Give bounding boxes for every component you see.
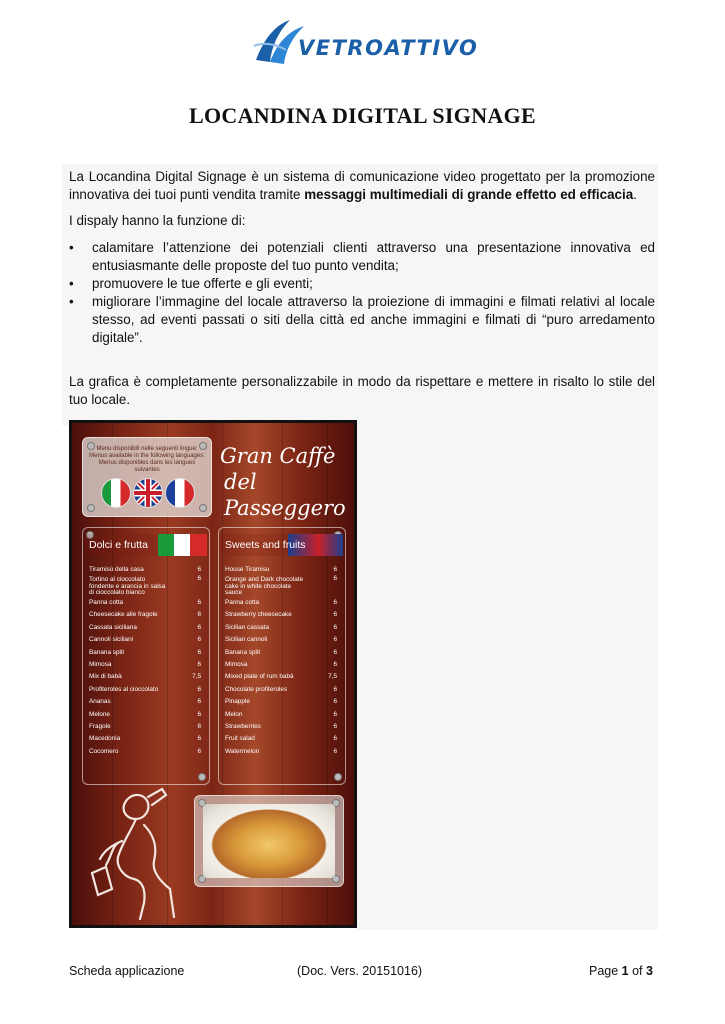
menu-item-name: Mimosa bbox=[89, 661, 112, 669]
menu-item-name: Fragole bbox=[89, 723, 111, 731]
menu-item-name: Watermelon bbox=[225, 747, 260, 755]
menu-item bbox=[225, 709, 341, 721]
page-prefix: Page bbox=[589, 964, 622, 978]
menu-item-list bbox=[89, 564, 205, 758]
menu-item-name: Cassata siciliana bbox=[89, 623, 137, 631]
page-title: LOCANDINA DIGITAL SIGNAGE bbox=[189, 103, 536, 128]
menu-item bbox=[225, 576, 341, 597]
menu-item bbox=[225, 671, 341, 683]
menu-item bbox=[225, 696, 341, 708]
menu-item bbox=[89, 622, 205, 634]
menu-item-price: 6 bbox=[197, 648, 201, 656]
pasta-dish-photo bbox=[203, 804, 335, 878]
menu-item-price: 6 bbox=[197, 735, 201, 743]
menu-item-name: Sicilian cassata bbox=[225, 623, 270, 631]
menu-item bbox=[89, 709, 205, 721]
menu-item-price: 6 bbox=[197, 685, 201, 693]
menu-item-name: Cannoli siciliani bbox=[89, 636, 134, 644]
menu-item-name: Pinapple bbox=[225, 698, 250, 706]
menu-item bbox=[89, 597, 205, 609]
menu-item-name: Strawberries bbox=[225, 723, 261, 731]
menu-item-price: 6 bbox=[197, 661, 201, 669]
menu-item-name: Tortino al cioccolato fondente e arancia in salsa di cioccolato bianco bbox=[89, 576, 166, 596]
graphics-note: La grafica è completamente personalizzabile in modo da rispettare e mettere in risalto lo stile del tuo locale. bbox=[69, 374, 655, 407]
menu-item bbox=[89, 684, 205, 696]
menu-item-name: Strawberry cheesecake bbox=[225, 611, 292, 619]
menu-item-price: 6 bbox=[333, 611, 337, 619]
footer-page-number bbox=[589, 964, 653, 978]
menu-item-price: 6 bbox=[333, 698, 337, 706]
menu-item bbox=[225, 746, 341, 758]
menu-item-name: Mix di babà bbox=[89, 673, 122, 681]
language-notice-line: Menus available in the following languages: bbox=[89, 453, 205, 459]
menu-item-price: 6 bbox=[197, 599, 201, 607]
menu-item-price: 6 bbox=[197, 611, 201, 619]
menu-item-price: 6 bbox=[197, 710, 201, 718]
menu-item-name: House Tiramisu bbox=[225, 566, 270, 573]
menu-item-price: 6 bbox=[197, 566, 201, 573]
menu-panel-italian bbox=[82, 527, 210, 785]
company-logo bbox=[250, 16, 479, 68]
menu-item-list bbox=[225, 564, 341, 758]
menu-item bbox=[89, 696, 205, 708]
menu-item-price: 6 bbox=[333, 566, 337, 573]
page-total: 3 bbox=[646, 964, 653, 978]
background-band-right bbox=[357, 426, 658, 930]
menu-item-price: 6 bbox=[197, 575, 201, 583]
list-item: • migliorare l’immagine del locale attraverso la proiezione di immagini e filmati relativi al locale stesso, ad eventi passati o siti della città ed anche immagini e filmati di “puro arredamento digitale”. bbox=[69, 293, 655, 347]
menu-item bbox=[89, 647, 205, 659]
page-of: of bbox=[628, 964, 646, 978]
intro-text-end: . bbox=[633, 187, 637, 202]
brand-line: Gran Caffè bbox=[220, 444, 336, 468]
food-photo-frame bbox=[194, 795, 344, 887]
menu-item-name: Tiramisù della casa bbox=[89, 566, 144, 573]
footer-doc-version: (Doc. Vers. 20151016) bbox=[297, 964, 423, 978]
italian-flag-icon bbox=[101, 478, 131, 508]
digital-signage-poster bbox=[69, 420, 357, 928]
language-notice-line: Menus disponibles dans les langues suivantes bbox=[98, 460, 196, 473]
menu-item-price: 6 bbox=[333, 599, 337, 607]
logo-text: VETROATTIVO bbox=[298, 36, 479, 60]
intro-text: La Locandina Digital Signage è un sistema di comunicazione video progettato per la promozione innovativa dei tuoi punti vendita tramite bbox=[69, 169, 655, 202]
menu-item-price: 6 bbox=[197, 723, 201, 731]
menu-item-price: 6 bbox=[333, 636, 337, 644]
menu-item-price: 7,5 bbox=[192, 673, 201, 681]
menu-item-price: 6 bbox=[197, 623, 201, 631]
menu-item-name: Ananas bbox=[89, 698, 111, 706]
menu-item-price: 6 bbox=[333, 575, 337, 583]
menu-item bbox=[89, 634, 205, 646]
menu-item bbox=[225, 647, 341, 659]
menu-heading: Dolci e frutta bbox=[85, 534, 207, 556]
list-item: • calamitare l’attenzione dei potenziali clienti attraverso una presentazione innovativa ed entusiasmante delle proposte del tuo punto vendita; bbox=[69, 239, 655, 275]
menu-item-name: Banana split bbox=[225, 648, 261, 656]
menu-heading: Sweets and fruits bbox=[221, 534, 343, 556]
menu-item bbox=[225, 733, 341, 745]
page-current: 1 bbox=[621, 964, 629, 978]
menu-item bbox=[225, 659, 341, 671]
menu-item bbox=[225, 564, 341, 576]
function-list bbox=[69, 239, 655, 347]
brand-line: del Passeggero bbox=[224, 470, 346, 520]
menu-item bbox=[225, 609, 341, 621]
menu-item-price: 6 bbox=[333, 747, 337, 755]
language-notice-line: Menu disponibili nelle seguenti lingue: bbox=[96, 446, 198, 452]
menu-item bbox=[225, 622, 341, 634]
menu-item-price: 6 bbox=[333, 661, 337, 669]
menu-item-name: Melone bbox=[89, 710, 110, 718]
menu-item-name: Banana split bbox=[89, 648, 125, 656]
menu-item-price: 6 bbox=[197, 698, 201, 706]
menu-item-name: Melon bbox=[225, 710, 243, 718]
menu-item-price: 6 bbox=[333, 685, 337, 693]
menu-item-name: Panna cotta bbox=[225, 599, 260, 607]
menu-item-name: Panna cotta bbox=[89, 599, 124, 607]
menu-item bbox=[225, 684, 341, 696]
menu-item-name: Fruit salad bbox=[225, 735, 255, 743]
menu-item bbox=[89, 671, 205, 683]
french-flag-icon bbox=[165, 478, 195, 508]
menu-item-name: Cocomero bbox=[89, 747, 119, 755]
menu-item-price: 6 bbox=[333, 735, 337, 743]
uk-flag-icon bbox=[133, 478, 163, 508]
menu-item-name: Sicilian cannoli bbox=[225, 636, 268, 644]
menu-item-price: 6 bbox=[197, 747, 201, 755]
menu-item bbox=[89, 609, 205, 621]
menu-item bbox=[89, 564, 205, 576]
menu-item bbox=[89, 746, 205, 758]
menu-item-name: Cheesecake alle fragole bbox=[89, 611, 158, 619]
menu-item bbox=[225, 634, 341, 646]
language-notice-box bbox=[82, 437, 212, 517]
poster-brand bbox=[220, 443, 350, 521]
intro-bold-text: messaggi multimediali di grande effetto ed efficacia bbox=[304, 187, 634, 202]
waiter-illustration bbox=[82, 785, 192, 920]
menu-item-price: 6 bbox=[333, 710, 337, 718]
menu-item-name: Mimosa bbox=[225, 661, 248, 669]
menu-item bbox=[225, 597, 341, 609]
menu-item bbox=[225, 721, 341, 733]
menu-item-name: Orange and Dark chocolate cake in white chocolate sauce bbox=[225, 576, 304, 596]
menu-item-name: Chocolate profiteroles bbox=[225, 685, 288, 693]
menu-item bbox=[89, 576, 205, 597]
menu-item-price: 6 bbox=[333, 723, 337, 731]
menu-item-name: Mixed plate of rum babà bbox=[225, 673, 294, 681]
intro-paragraph bbox=[69, 168, 655, 204]
menu-item bbox=[89, 721, 205, 733]
menu-item-price: 6 bbox=[197, 636, 201, 644]
menu-panel-english bbox=[218, 527, 346, 785]
menu-item-price: 7,5 bbox=[328, 673, 337, 681]
list-item: • promuovere le tue offerte e gli eventi; bbox=[69, 275, 655, 293]
menu-item-price: 6 bbox=[333, 648, 337, 656]
menu-item bbox=[89, 659, 205, 671]
menu-item-price: 6 bbox=[333, 623, 337, 631]
footer-doc-type: Scheda applicazione bbox=[69, 964, 185, 978]
menu-item-name: Macedonia bbox=[89, 735, 121, 743]
menu-item-name: Profiteroles al cioccolato bbox=[89, 685, 159, 693]
function-intro: I dispaly hanno la funzione di: bbox=[69, 213, 246, 228]
menu-item bbox=[89, 733, 205, 745]
